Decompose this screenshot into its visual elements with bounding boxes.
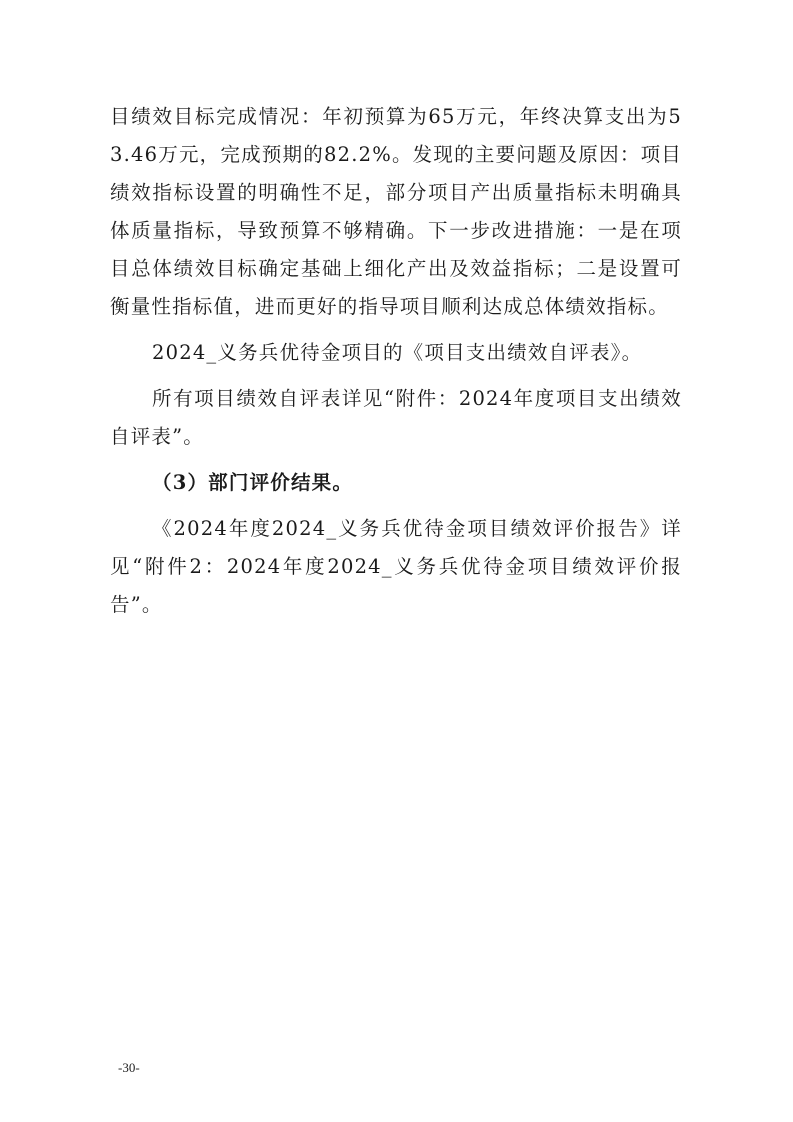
page-number: -30-: [118, 1060, 140, 1075]
attachment-reference-paragraph: 所有项目绩效自评表详见“附件：2024年度项目支出绩效自评表”。: [110, 387, 682, 448]
self-evaluation-table-paragraph: 2024_义务兵优待金项目的《项目支出绩效自评表》。: [152, 341, 643, 364]
performance-summary-paragraph: 目绩效目标完成情况：年初预算为65万元，年终决算支出为53.46万元，完成预期的82.2%。发现的主要问题及原因：项目绩效指标设置的明确性不足，部分项目产出质量指标未明确具体质量指标，导致预算不够精确。下一步改进措施：一是在项目总体绩效目标确定基础上细化产出及效益指标；二是设置可衡量性指标值，进而更好的指导项目顺利达成总体绩效指标。: [110, 105, 682, 318]
evaluation-report-paragraph: 《2024年度2024_义务兵优待金项目绩效评价报告》详见“附件2：2024年度2024_义务兵优待金项目绩效评价报告”。: [110, 517, 682, 616]
section-heading: （3）部门评价结果。: [152, 471, 354, 494]
document-body: [110, 98, 682, 624]
